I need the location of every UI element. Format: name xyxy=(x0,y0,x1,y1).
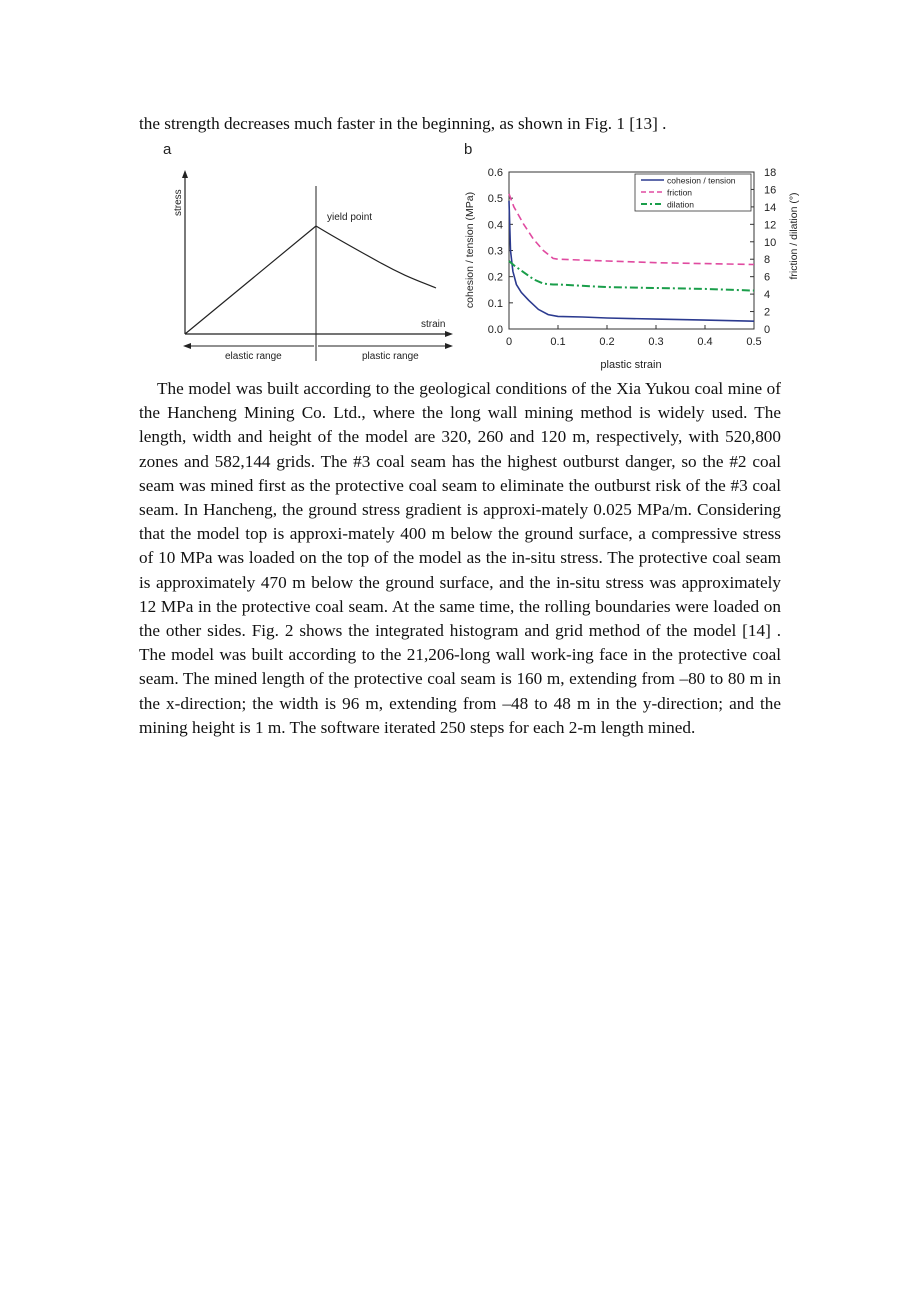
panel-a-x-axis-arrow xyxy=(445,331,453,337)
series-line-dilation xyxy=(509,261,754,291)
right-tick-label: 10 xyxy=(764,236,777,249)
series-line-cohesion xyxy=(509,201,754,321)
legend-label-friction: friction xyxy=(667,187,693,198)
panel-b-legend xyxy=(635,174,751,211)
panel-a-x-label: strain xyxy=(421,319,446,330)
left-tick-label: 0.2 xyxy=(487,271,503,284)
x-tick-label: 0.1 xyxy=(550,336,566,348)
right-tick-label: 16 xyxy=(764,184,777,197)
intro-text-line: the strength decreases much faster in the beginning, as shown in Fig. 1 [13] . xyxy=(139,114,667,133)
right-tick-label: 8 xyxy=(764,254,771,267)
x-tick-label: 0.5 xyxy=(746,336,762,348)
panel-a-plastic-arrowhead xyxy=(445,343,453,349)
panel-a xyxy=(163,141,453,362)
panel-a-elastic-range-label: elastic range xyxy=(225,351,282,362)
x-tick-label: 0.2 xyxy=(599,336,615,348)
right-tick-label: 2 xyxy=(764,306,771,319)
panel-b-x-ticks xyxy=(506,325,762,348)
right-tick-label: 4 xyxy=(764,289,771,302)
panel-b xyxy=(464,141,800,371)
panel-b-series xyxy=(509,194,754,321)
left-tick-label: 0.0 xyxy=(487,324,503,336)
left-tick-label: 0.6 xyxy=(487,167,503,179)
panel-b-label: b xyxy=(464,141,473,158)
panel-a-yield-annotation: yield point xyxy=(327,212,373,223)
left-tick-label: 0.3 xyxy=(487,245,503,258)
left-tick-label: 0.4 xyxy=(487,219,503,232)
right-tick-label: 14 xyxy=(764,201,777,214)
legend-label-dilation: dilation xyxy=(667,199,694,210)
body-paragraph: The model was built according to the geological conditions of the Xia Yukou coal mine of the Hancheng Mining Co. Ltd., where the long wall mining method is widely used. The length, width and height of the model are 320, 260 and 120 m, respectively, with 520,800 zones and 582,144 grids. The #3 coal seam has the highest outburst danger, so the #2 coal seam was mined first as the protective coal seam to eliminate the outburst risk of the #3 coal seam. In Hancheng, the ground stress gradient is approxi-mately 0.025 MPa/m. Considering that the model top is approxi-mately 400 m below the ground surface, a compressive stress of 10 MPa was loaded on the top of the model as the in-situ stress. The protective coal seam is approximately 470 m below the ground surface, and the in-situ stress was approximately 12 MPa in the protective coal seam. At the same time, the rolling boundaries were loaded on the other sides. Fig. 2 shows the integrated histogram and grid method of the model [14] . The model was built according to the 21,206-long wall work-ing face in the protective coal seam. The mined length of the protective coal seam is 160 m, extending from –80 to 80 m in the x-direction; the width is 96 m, extending from –48 to 48 m in the y-direction; and the mining height is 1 m. The software iterated 250 steps for each 2-m length mined. xyxy=(139,379,781,737)
right-tick-label: 6 xyxy=(764,271,771,284)
left-tick-label: 0.5 xyxy=(487,193,503,206)
panel-a-plastic-range-label: plastic range xyxy=(362,351,419,362)
x-tick-label: 0.4 xyxy=(697,336,713,348)
right-tick-label: 12 xyxy=(764,219,777,232)
panel-b-y-label: cohesion / tension (MPa) xyxy=(464,191,476,309)
panel-a-softening-curve xyxy=(316,226,436,288)
panel-a-label: a xyxy=(163,141,172,158)
figure-1 xyxy=(139,136,819,376)
right-tick-label: 0 xyxy=(764,324,771,336)
panel-a-elastic-arrowhead xyxy=(183,343,191,349)
right-tick-label: 18 xyxy=(764,167,777,179)
legend-label-cohesion: cohesion / tension xyxy=(667,175,736,186)
panel-a-elastic-line xyxy=(185,226,316,334)
panel-a-y-axis-arrow xyxy=(182,170,188,178)
left-tick-label: 0.1 xyxy=(487,297,503,310)
x-tick-label: 0 xyxy=(505,336,513,348)
x-tick-label: 0.3 xyxy=(648,336,664,348)
panel-a-y-label: stress xyxy=(173,189,184,216)
panel-b-y-right-label: friction / dilation (°) xyxy=(788,192,800,280)
panel-b-x-label: plastic strain xyxy=(600,359,662,371)
